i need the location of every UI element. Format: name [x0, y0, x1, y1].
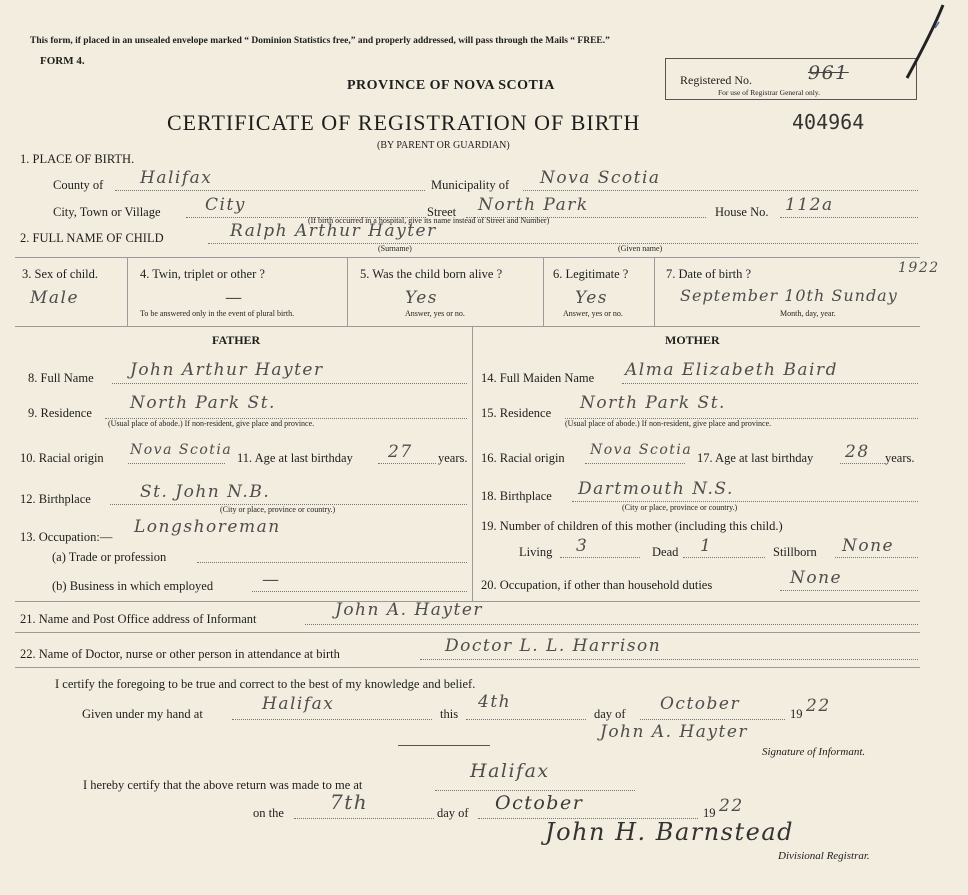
child-name-label: 2. FULL NAME OF CHILD [20, 231, 164, 245]
house-label: House No. [715, 205, 769, 219]
divider [347, 258, 348, 326]
father-residence-value: North Park St. [130, 393, 276, 413]
province-heading: PROVINCE OF NOVA SCOTIA [347, 78, 555, 93]
mother-residence-label: 15. Residence [481, 406, 552, 420]
informant-label: 21. Name and Post Office address of Informant [20, 612, 257, 626]
day-line [466, 719, 586, 720]
county-value: Halifax [140, 168, 213, 188]
legitimate-label: 6. Legitimate ? [553, 267, 629, 281]
reg-day-line [294, 818, 434, 819]
twin-note: To be answered only in the event of plural birth. [140, 309, 295, 318]
mailing-note: This form, if placed in an unsealed envelope marked “ Dominion Statistics free,” and properly addressed, will pass through the Mails “ FREE.” [30, 36, 610, 46]
dead-label: Dead [652, 545, 679, 559]
father-years-label: years. [438, 451, 468, 465]
registrar-statement: I hereby certify that the above return was made to me at [83, 778, 363, 792]
dob-year-value: 1922 [898, 260, 940, 276]
municipality-label: Municipality of [431, 178, 510, 192]
doctor-line [420, 659, 918, 660]
living-line [560, 557, 640, 558]
mother-residence-value: North Park St. [580, 393, 726, 413]
father-racial-label: 10. Racial origin [20, 451, 104, 465]
city-label: City, Town or Village [53, 205, 161, 219]
mother-birthplace-line [572, 501, 918, 502]
certificate-number: 404964 [792, 110, 865, 134]
mother-years-label: years. [885, 451, 915, 465]
registrar-place-value: Halifax [470, 760, 550, 782]
informant-value: John A. Hayter [335, 600, 484, 620]
informant-line [305, 624, 918, 625]
father-birthplace-note: (City or place, province or country.) [220, 505, 336, 514]
sex-value: Male [30, 288, 80, 308]
dead-line [683, 557, 765, 558]
father-name-label: 8. Full Name [28, 371, 94, 385]
month-value: October [660, 694, 741, 714]
stillborn-label: Stillborn [773, 545, 817, 559]
father-residence-note: (Usual place of abode.) If non-resident, give place and province. [108, 419, 315, 428]
municipality-line [523, 190, 918, 191]
mother-age-value: 28 [845, 442, 870, 462]
year-value: 22 [806, 696, 831, 716]
reg-day-value: 7th [330, 790, 369, 814]
father-occupation-value: Longshoreman [134, 517, 281, 537]
reg-day-of-label: day of [437, 806, 469, 820]
trade-line [197, 562, 467, 563]
document-title: CERTIFICATE OF REGISTRATION OF BIRTH [167, 110, 641, 135]
place-of-birth-label: 1. PLACE OF BIRTH. [20, 152, 135, 166]
business-value: — [262, 570, 281, 590]
father-occupation-label: 13. Occupation:— [20, 530, 113, 544]
child-name-line [208, 243, 918, 244]
divider [15, 326, 920, 327]
surname-caption: (Surname) [378, 244, 412, 253]
stillborn-value: None [842, 536, 895, 556]
given-under-label: Given under my hand at [82, 707, 203, 721]
mother-racial-line [585, 463, 685, 464]
trade-label: (a) Trade or profession [52, 550, 167, 564]
mother-name-value: Alma Elizabeth Baird [625, 360, 838, 380]
business-line [252, 591, 467, 592]
divider [654, 258, 655, 326]
registrar-signature: John H. Barnstead [545, 818, 795, 846]
mother-birthplace-note: (City or place, province or country.) [622, 503, 738, 512]
county-label: County of [53, 178, 104, 192]
municipality-value: Nova Scotia [540, 168, 661, 188]
mother-occupation-value: None [790, 568, 843, 588]
father-age-label: 11. Age at last birthday [237, 451, 353, 465]
this-label: this [440, 707, 459, 721]
registrar-place-line [435, 790, 635, 791]
twin-value: — [225, 288, 244, 308]
children-label: 19. Number of children of this mother (including this child.) [481, 519, 783, 533]
form-number: FORM 4. [40, 55, 85, 67]
divider [15, 632, 920, 633]
father-residence-label: 9. Residence [28, 406, 92, 420]
on-the-label: on the [253, 806, 284, 820]
alive-label: 5. Was the child born alive ? [360, 267, 503, 281]
mother-occupation-line [780, 590, 918, 591]
father-name-value: John Arthur Hayter [130, 360, 324, 380]
registered-label: Registered No. [680, 73, 752, 87]
certification-statement: I certify the foregoing to be true and correct to the best of my knowledge and belief. [55, 677, 476, 691]
alive-value: Yes [405, 288, 439, 308]
father-name-line [112, 383, 467, 384]
living-value: 3 [576, 536, 589, 556]
month-line [640, 719, 785, 720]
divider [543, 258, 544, 326]
parents-column-divider [472, 326, 473, 601]
informant-signature: John A. Hayter [600, 722, 749, 742]
mother-occupation-label: 20. Occupation, if other than household duties [481, 578, 713, 592]
given-name-caption: (Given name) [618, 244, 663, 253]
document-subtitle: (BY PARENT OR GUARDIAN) [377, 140, 510, 151]
divider [15, 667, 920, 668]
dob-note: Month, day, year. [780, 309, 836, 318]
county-line [115, 190, 425, 191]
sex-label: 3. Sex of child. [22, 267, 99, 281]
mother-name-label: 14. Full Maiden Name [481, 371, 595, 385]
given-place-value: Halifax [262, 694, 335, 714]
mother-birthplace-label: 18. Birthplace [481, 489, 552, 503]
alive-note: Answer, yes or no. [405, 309, 465, 318]
twin-label: 4. Twin, triplet or other ? [140, 267, 265, 281]
dead-value: 1 [700, 536, 713, 556]
given-place-line [232, 719, 432, 720]
mother-birthplace-value: Dartmouth N.S. [578, 479, 734, 499]
dob-label: 7. Date of birth ? [666, 267, 752, 281]
child-name-value: Ralph Arthur Hayter [230, 221, 437, 241]
father-birthplace-value: St. John N.B. [140, 482, 271, 502]
day-of-label: day of [594, 707, 626, 721]
mother-racial-value: Nova Scotia [590, 442, 693, 458]
reg-year-prefix: 19 [703, 806, 716, 820]
hospital-note: (If birth occurred in a hospital, give its name instead of Street and Number) [308, 216, 550, 225]
street-value: North Park [478, 195, 589, 215]
legitimate-note: Answer, yes or no. [563, 309, 623, 318]
mother-racial-label: 16. Racial origin [481, 451, 565, 465]
informant-signature-caption: Signature of Informant. [762, 746, 866, 758]
doctor-value: Doctor L. L. Harrison [445, 636, 662, 656]
mother-age-label: 17. Age at last birthday [697, 451, 814, 465]
registrar-signature-caption: Divisional Registrar. [778, 850, 870, 862]
registrar-use-note: For use of Registrar General only. [718, 88, 820, 97]
registered-number: 961 [808, 62, 849, 84]
mother-heading: MOTHER [665, 333, 720, 347]
legitimate-value: Yes [575, 288, 609, 308]
signature-divider [398, 745, 490, 746]
father-age-value: 27 [388, 442, 413, 462]
business-label: (b) Business in which employed [52, 579, 214, 593]
doctor-label: 22. Name of Doctor, nurse or other person in attendance at birth [20, 647, 340, 661]
father-racial-value: Nova Scotia [130, 442, 233, 458]
father-heading: FATHER [212, 333, 261, 347]
divider [15, 257, 920, 258]
mother-age-line [840, 463, 885, 464]
street-label: Street [427, 205, 457, 219]
year-prefix: 19 [790, 707, 803, 721]
father-racial-line [128, 463, 225, 464]
check-mark-icon [895, 0, 950, 85]
mother-residence-note: (Usual place of abode.) If non-resident, give place and province. [565, 419, 772, 428]
mother-name-line [622, 383, 918, 384]
father-birthplace-label: 12. Birthplace [20, 492, 91, 506]
day-value: 4th [478, 692, 512, 712]
stillborn-line [835, 557, 918, 558]
reg-year-value: 22 [719, 796, 744, 816]
house-value: 112a [785, 195, 834, 215]
father-age-line [378, 463, 436, 464]
house-line [780, 217, 918, 218]
dob-value: September 10th Sunday [680, 286, 898, 305]
reg-month-value: October [495, 792, 584, 814]
city-value: City [205, 195, 246, 215]
living-label: Living [519, 545, 553, 559]
divider [127, 258, 128, 326]
